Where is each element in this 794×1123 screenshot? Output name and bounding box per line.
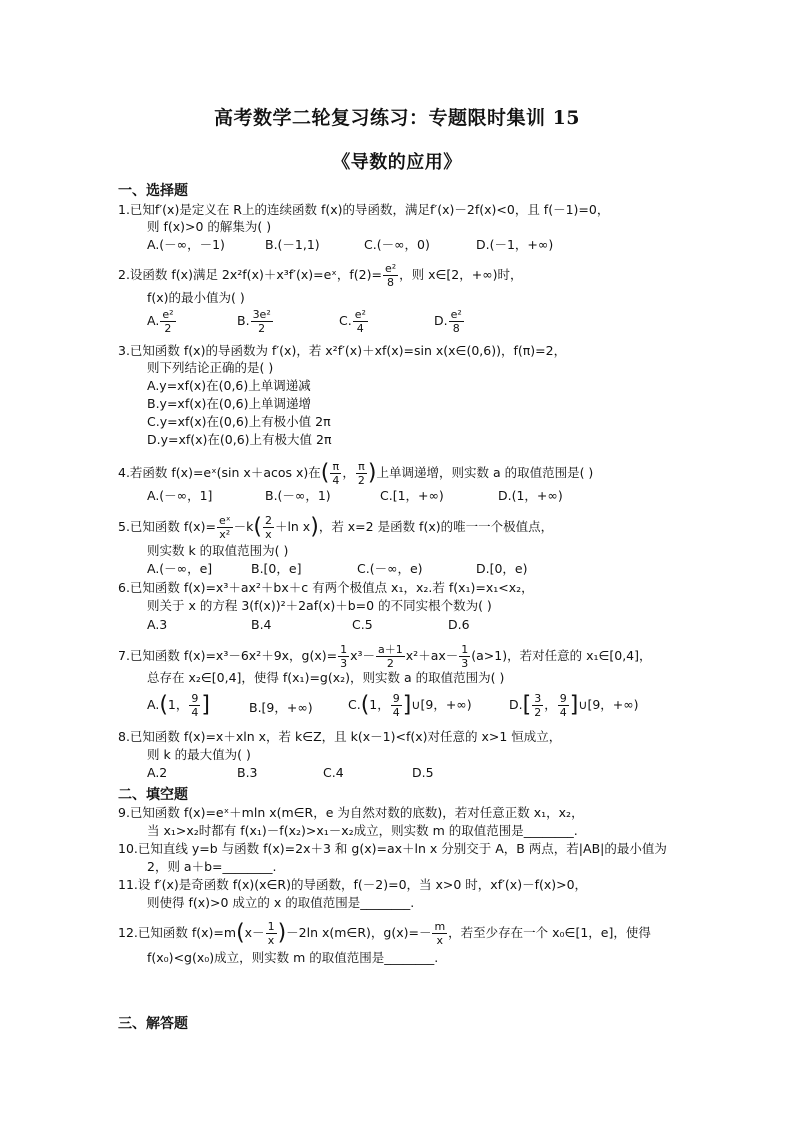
q5-paren-open: ( xyxy=(253,514,262,540)
q3-option-d: D.y=xf(x)在(0,6)上有极大值 2π xyxy=(147,432,332,447)
q5-option-b: B.[0，e] xyxy=(251,561,302,576)
q5-text-a: 5.已知函数 f(x)= xyxy=(118,519,216,534)
q5-option-c: C.(－∞，e) xyxy=(357,561,423,576)
q2-option-a-frac xyxy=(160,308,175,335)
q3-option-c: C.y=xf(x)在(0,6)上有极小值 2π xyxy=(147,414,331,429)
q2-line1 xyxy=(118,262,522,289)
q7-frac3-den: 3 xyxy=(461,657,469,670)
q2-fraction xyxy=(383,262,398,289)
q5-line1 xyxy=(118,514,553,541)
q7-text-a: 7.已知函数 f(x)=x³－6x²＋9x，g(x)= xyxy=(118,648,338,663)
q3-line1: 3.已知函数 f(x)的导函数为 f′(x)，若 x²f′(x)＋xf(x)=sin x(x∈(0,6))，f(π)=2， xyxy=(118,343,567,358)
q7-frac1 xyxy=(338,643,349,670)
q2-option-b xyxy=(237,308,274,335)
q7-text-d: (a>1)，若对任意的 x₁∈[0,4]， xyxy=(471,648,652,663)
q10-line1: 10.已知直线 y=b 与函数 f(x)=2x＋3 和 g(x)=ax＋ln x 分别交于 A，B 两点，若|AB|的最小值为 xyxy=(118,841,667,856)
q5-frac1-num: eˣ xyxy=(218,514,231,527)
q12-text-d: ，若至少存在一个 x₀∈[1，e]，使得 xyxy=(448,925,651,940)
q2-option-d-den: 8 xyxy=(452,322,460,335)
q4-text-a: 4.若函数 f(x)=eˣ(sin x＋acos x)在 xyxy=(118,465,321,480)
q7-text-b: x³－ xyxy=(350,648,376,663)
q2-option-d-label: D. xyxy=(434,313,448,328)
q2-option-a-label: A. xyxy=(147,313,160,328)
q7-option-d-post: ∪[9，+∞) xyxy=(578,697,639,712)
section-answer-heading: 三、解答题 xyxy=(118,1016,188,1032)
q7-option-a-frac xyxy=(189,692,200,719)
q2-option-c-num: e² xyxy=(354,308,366,321)
q2-option-a-num: e² xyxy=(162,308,174,321)
q7-option-c-label: C. xyxy=(348,697,361,712)
q5-frac2-den: x xyxy=(265,528,272,541)
q7-option-d-frac2-den: 4 xyxy=(559,706,567,719)
q2-option-d xyxy=(434,308,465,335)
q12-text-c: －2ln x(m∈R)，g(x)=－ xyxy=(286,925,432,940)
q7-option-a-den: 4 xyxy=(191,706,199,719)
q7-option-d-bracket-open: [ xyxy=(522,692,532,718)
q3-option-b: B.y=xf(x)在(0,6)上单调递增 xyxy=(147,396,312,411)
q7-option-c-num: 9 xyxy=(392,692,400,705)
q5-text-b: －k xyxy=(233,519,254,534)
q2-option-c-label: C. xyxy=(339,313,352,328)
q7-option-c-body: 1， xyxy=(369,697,390,712)
q7-frac2 xyxy=(376,643,405,670)
q5-text-c: ＋ln x xyxy=(274,519,311,534)
q8-option-a: A.2 xyxy=(147,765,168,780)
q1-line2: 则 f(x)>0 的解集为( ) xyxy=(147,219,272,234)
q12-frac1-num: 1 xyxy=(267,920,275,933)
q4-frac2 xyxy=(356,460,367,487)
q2-line2: f(x)的最小值为( ) xyxy=(147,290,245,305)
q7-option-a-label: A. xyxy=(147,697,160,712)
q2-frac-den: 8 xyxy=(387,276,395,289)
q7-frac2-den: 2 xyxy=(386,657,394,670)
q8-option-c: C.4 xyxy=(323,765,344,780)
q7-option-d: D.[ $\frac{3}{2}$ ， $\frac{9}{4}$ ]∪[9，+∞) xyxy=(509,692,639,719)
q5-frac1-den: x² xyxy=(219,528,231,541)
q2-option-c-frac xyxy=(353,308,368,335)
q7-frac1-num: 1 xyxy=(340,643,348,656)
q5-text-d: ，若 x=2 是函数 f(x)的唯一一个极值点， xyxy=(318,519,554,534)
q6-option-c: C.5 xyxy=(352,617,373,632)
q5-frac1 xyxy=(217,514,233,541)
section-choice-heading: 一、选择题 xyxy=(118,183,188,199)
q4-option-d: D.(1，+∞) xyxy=(498,488,563,503)
q7-option-d-frac2-num: 9 xyxy=(559,692,567,705)
q2-option-d-num: e² xyxy=(450,308,462,321)
q12-paren-close: ) xyxy=(277,920,287,946)
q7-line2: 总存在 x₂∈[0,4]，使得 f(x₁)=g(x₂)，则实数 a 的取值范围为( ) xyxy=(147,670,505,685)
q7-frac2-num: a＋1 xyxy=(378,643,403,656)
q11-line1: 11.设 f′(x)是奇函数 f(x)(x∈R)的导函数，f(－2)=0，当 x>0 时，xf′(x)－f(x)>0， xyxy=(118,877,588,892)
q12-frac2-num: m xyxy=(434,920,446,933)
q7-frac3 xyxy=(459,643,470,670)
q6-line2: 则关于 x 的方程 3(f(x))²＋2af(x)＋b=0 的不同实根个数为( ) xyxy=(147,598,492,613)
q7-option-d-frac1-den: 2 xyxy=(534,706,542,719)
q7-option-a-bracket-open: ( xyxy=(159,692,168,718)
q5-frac2 xyxy=(263,514,274,541)
q7-option-a-body: 1， xyxy=(167,697,189,712)
q5-option-d: D.[0，e) xyxy=(476,561,528,576)
q12-frac2 xyxy=(432,920,447,947)
q7-option-a xyxy=(147,692,210,719)
q6-option-b: B.4 xyxy=(251,617,272,632)
q1-option-d: D.(－1，+∞) xyxy=(476,237,554,252)
q9-line1: 9.已知函数 f(x)=eˣ＋mln x(m∈R，e 为自然对数的底数)，若对任意正数 x₁，x₂， xyxy=(118,805,584,820)
q2-option-a-den: 2 xyxy=(164,322,172,335)
q4-frac1-den: 4 xyxy=(332,474,340,487)
q1-option-c: C.(－∞，0) xyxy=(364,237,430,252)
q12-text-b: x－ xyxy=(244,925,265,940)
q5-line2: 则实数 k 的取值范围为( ) xyxy=(147,543,289,558)
q6-option-a: A.3 xyxy=(147,617,168,632)
q8-option-b: B.3 xyxy=(237,765,258,780)
q4-line1: 4.若函数 f(x)=eˣ(sin x＋acos x)在( $\frac{\pi}{4}$ ， $\frac{\pi}{2}$ )上单调递增，则实数 a 的取值范围是( ) xyxy=(118,460,594,487)
q1-option-a: A.(－∞，－1) xyxy=(147,237,225,252)
q7-text-c: x²＋ax－ xyxy=(405,648,459,663)
q12-paren-open: ( xyxy=(236,920,245,946)
q7-option-c-paren-open: ( xyxy=(360,692,370,718)
q7-option-c-den: 4 xyxy=(392,706,400,719)
q2-option-c-den: 4 xyxy=(356,322,364,335)
q4-text-b: 上单调递增，则实数 a 的取值范围是( ) xyxy=(376,465,594,480)
q4-frac1-num: π xyxy=(330,460,341,474)
q4-frac1 xyxy=(330,460,341,487)
q5-frac2-num: 2 xyxy=(264,514,272,527)
q6-line1: 6.已知函数 f(x)=x³＋ax²＋bx＋c 有两个极值点 x₁，x₂.若 f(x₁)=x₁<x₂， xyxy=(118,580,534,595)
q12-frac2-den: x xyxy=(436,934,444,947)
q10-line2: 2，则 a＋b=________. xyxy=(147,859,277,874)
q2-option-b-frac xyxy=(251,308,273,335)
q2-option-b-den: 2 xyxy=(258,322,266,335)
q7-line1 xyxy=(118,643,652,670)
document-title: 高考数学二轮复习练习：专题限时集训 15 xyxy=(213,107,581,129)
q2-option-c xyxy=(339,308,369,335)
q12-text-a: 12.已知函数 f(x)=m xyxy=(118,925,237,940)
q7-option-d-label: D. xyxy=(509,697,523,712)
q8-line2: 则 k 的最大值为( ) xyxy=(147,747,251,762)
q7-option-d-frac1-num: 3 xyxy=(534,692,542,705)
q8-option-d: D.5 xyxy=(412,765,434,780)
q4-paren-open: ( xyxy=(320,460,330,486)
q7-option-c xyxy=(348,692,472,719)
q2-option-d-frac xyxy=(449,308,464,335)
q12-line2: f(x₀)<g(x₀)成立，则实数 m 的取值范围是________. xyxy=(147,950,439,965)
q12-frac1 xyxy=(266,920,277,947)
q7-frac1-den: 3 xyxy=(340,657,348,670)
q7-option-d-frac1 xyxy=(532,692,543,719)
q7-option-a-num: 9 xyxy=(191,692,199,705)
q7-option-c-post: ∪[9，+∞) xyxy=(411,697,472,712)
q2-option-a xyxy=(147,308,177,335)
q3-option-a: A.y=xf(x)在(0,6)上单调递减 xyxy=(147,378,311,393)
q4-frac2-num: π xyxy=(356,460,367,474)
q2-text-a: 2.设函数 f(x)满足 2x²f(x)＋x³f′(x)=eˣ，f(2)= xyxy=(118,267,382,282)
q7-option-c-frac xyxy=(391,692,402,719)
q7-option-c-bracket-close: ] xyxy=(402,692,412,718)
q2-text-b: ，则 x∈[2，+∞)时， xyxy=(399,267,523,282)
q11-line2: 则使得 f(x)>0 成立的 x 的取值范围是________. xyxy=(147,895,415,910)
q12-line1 xyxy=(118,920,651,947)
q7-option-b: B.[9，+∞) xyxy=(249,700,313,715)
q7-option-a-bracket-close: ] xyxy=(201,692,210,718)
q1-line1: 1.已知f′(x)是定义在 R上的连续函数 f(x)的导函数，满足f′(x)－2f(x)<0，且 f(－1)=0， xyxy=(118,202,610,217)
q7-option-d-frac2 xyxy=(558,692,569,719)
q5-paren-close: ) xyxy=(310,514,319,540)
q7-option-d-bracket-close: ] xyxy=(569,692,579,718)
q9-line2: 当 x₁>x₂时都有 f(x₁)－f(x₂)>x₁－x₂成立，则实数 m 的取值范围是________. xyxy=(147,823,578,838)
document-subtitle: 《导数的应用》 xyxy=(332,152,462,173)
q7-frac3-num: 1 xyxy=(461,643,469,656)
q4-frac2-den: 2 xyxy=(357,474,365,487)
q4-option-c: C.[1，+∞) xyxy=(380,488,444,503)
q5-option-a: A.(－∞，e] xyxy=(147,561,213,576)
q2-option-b-label: B. xyxy=(237,313,250,328)
q12-frac1-den: x xyxy=(267,934,275,947)
q1-option-b: B.(－1,1) xyxy=(265,237,320,252)
q3-line2: 则下列结论正确的是( ) xyxy=(147,360,274,375)
q4-paren-close: ) xyxy=(367,460,377,486)
q2-option-b-num: 3e² xyxy=(252,308,271,321)
q4-option-a: A.(－∞，1] xyxy=(147,488,213,503)
q6-option-d: D.6 xyxy=(448,617,470,632)
q8-line1: 8.已知函数 f(x)=x＋xln x，若 k∈Z，且 k(x－1)<f(x)对任意的 x>1 恒成立， xyxy=(118,729,562,744)
section-fill-heading: 二、填空题 xyxy=(118,787,188,803)
q2-frac-num: e² xyxy=(384,262,397,275)
q4-option-b: B.(－∞，1) xyxy=(265,488,331,503)
